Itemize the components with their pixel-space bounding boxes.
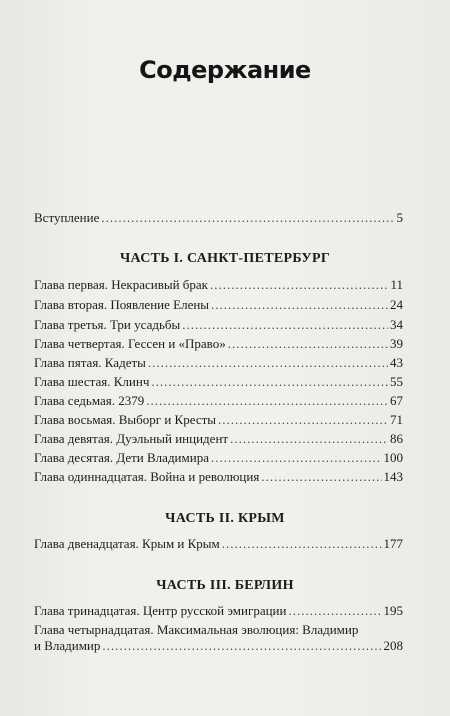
- toc-entry: [34, 431, 403, 447]
- toc-entry-label: Глава вторая. Появление Елены: [34, 297, 210, 312]
- leader-dots: [102, 638, 381, 654]
- page-title: Содержание: [139, 56, 311, 84]
- toc-entry-page: 195: [383, 603, 403, 618]
- toc-entry-label: Глава десятая. Дети Владимира: [34, 450, 209, 465]
- toc-entry-label-continuation: и Владимир: [34, 638, 101, 653]
- toc-entry: [34, 603, 403, 619]
- leader-dots: [211, 450, 382, 466]
- toc-entry: [34, 317, 403, 333]
- toc-entry-label: Глава одиннадцатая. Война и революция: [34, 469, 260, 484]
- toc-entry-label: Глава девятая. Дуэльный инцидент: [34, 431, 229, 446]
- toc-entry-label: Глава первая. Некрасивый брак: [34, 277, 208, 292]
- toc-entry-intro: [34, 210, 403, 226]
- leader-dots: [148, 355, 388, 371]
- toc-entry: [34, 638, 403, 654]
- toc-entry-label: Глава четвертая. Гессен и «Право»: [34, 336, 226, 351]
- toc-entry: [34, 536, 403, 552]
- toc-entry: [34, 450, 403, 466]
- leader-dots: [146, 393, 388, 409]
- toc-entry-label: Глава третья. Три усадьбы: [34, 317, 181, 332]
- toc-entry-label: Глава седьмая. 2379: [34, 393, 145, 408]
- toc-entry-label: Глава шестая. Клинч: [34, 374, 150, 389]
- leader-dots: [230, 431, 388, 447]
- part-heading-3: ЧАСТЬ III. БЕРЛИН: [156, 578, 294, 593]
- toc-entry-page: 143: [383, 469, 403, 484]
- toc-entry-label: Глава тринадцатая. Центр русской эмиграции: [34, 603, 287, 618]
- toc-entry-page: 100: [383, 450, 403, 465]
- toc-entry-page: 67: [390, 393, 403, 408]
- toc-entry-page: 55: [390, 374, 403, 389]
- toc-entry-label-line1: Глава четырнадцатая. Максимальная эволюция: Владимир: [34, 622, 359, 637]
- leader-dots: [182, 317, 388, 333]
- leader-dots: [222, 536, 382, 552]
- toc-entry-page: 24: [390, 297, 403, 312]
- leader-dots: [261, 469, 381, 485]
- toc-entry-label: Вступление: [34, 210, 100, 225]
- toc-entry: [34, 412, 403, 428]
- toc-entry: [34, 297, 403, 313]
- toc-entry-page: 86: [390, 431, 403, 446]
- toc-entry: [34, 393, 403, 409]
- leader-dots: [288, 603, 381, 619]
- toc-entry-page: 43: [390, 355, 403, 370]
- toc-entry: [34, 336, 403, 352]
- leader-dots: [151, 374, 388, 390]
- toc-entry-page: 39: [390, 336, 403, 351]
- toc-entry: [34, 277, 403, 293]
- toc-entry-page: 34: [390, 317, 403, 332]
- toc-entry: [34, 355, 403, 371]
- part-heading-1: ЧАСТЬ I. САНКТ-ПЕТЕРБУРГ: [119, 251, 331, 266]
- toc-entry-page: 208: [383, 638, 403, 653]
- toc-entry: [34, 469, 403, 485]
- toc-entry-page: 11: [390, 277, 403, 292]
- toc-entry: [34, 374, 403, 390]
- toc-entry-label: Глава пятая. Кадеты: [34, 355, 146, 370]
- leader-dots: [228, 336, 388, 352]
- leader-dots: [101, 210, 394, 226]
- toc-entry-page: 177: [383, 536, 403, 551]
- toc-entry-page: 71: [390, 412, 403, 427]
- toc-entry-label: Глава восьмая. Выборг и Кресты: [34, 412, 216, 427]
- part-heading-2: ЧАСТЬ II. КРЫМ: [165, 511, 285, 526]
- leader-dots: [210, 277, 388, 293]
- toc-entry-label: Глава двенадцатая. Крым и Крым: [34, 536, 220, 551]
- toc-entry-page: 5: [396, 210, 403, 225]
- leader-dots: [211, 297, 388, 313]
- leader-dots: [218, 412, 388, 428]
